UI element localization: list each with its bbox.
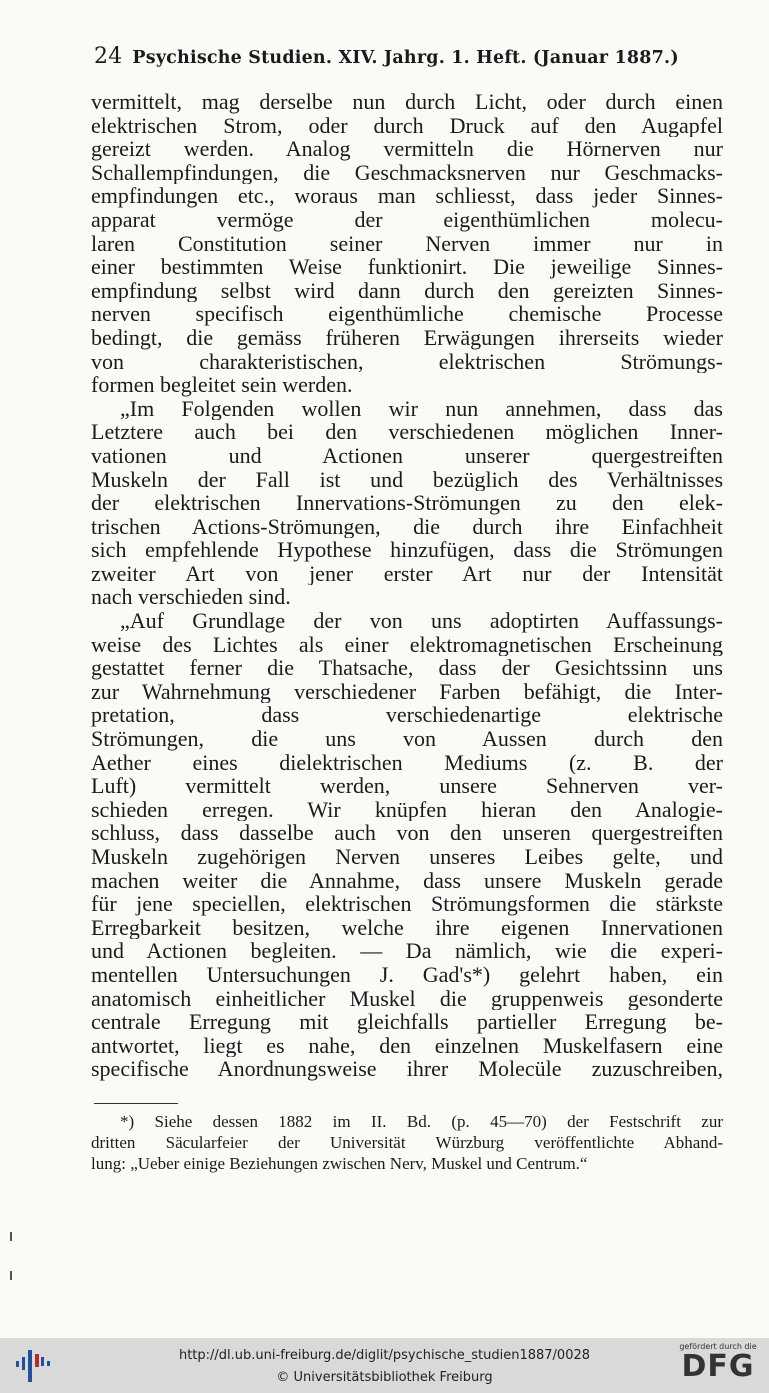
text-line: anatomisch einheitlicher Muskel die gruppenweis gesonderte — [91, 986, 723, 1011]
footnote-line: *) Siehe dessen 1882 im II. Bd. (p. 45—70) der Festschrift zur — [120, 1112, 723, 1131]
text-line: und Actionen begleiten. — Da nämlich, wie die experi- — [91, 939, 723, 963]
text-line: der elektrischen Innervations-Strömungen zu den elek- — [91, 491, 723, 515]
text-line: Strömungen, die uns von Aussen durch den — [91, 727, 723, 751]
text-line: empfindungen etc., woraus man schliesst, dass jeder Sinnes- — [91, 184, 723, 208]
text-line: mentellen Untersuchungen J. Gad's*) gelehrt haben, ein — [91, 962, 723, 987]
text-line: centrale Erregung mit gleichfalls partieller Erregung be- — [91, 1010, 723, 1034]
running-header — [94, 44, 704, 69]
text-line: formen begleitet sein werden. — [91, 373, 353, 397]
text-line: nerven specifisch eigenthümliche chemische Processe — [91, 302, 723, 326]
dfg-logo-text: DFG — [681, 1349, 755, 1384]
page-number: 24 — [94, 44, 123, 69]
text-line: „Auf Grundlage der von uns adoptirten Auffassungs- — [120, 609, 723, 633]
text-line: antwortet, liegt es nahe, den einzelnen Muskelfasern eine — [91, 1033, 723, 1058]
text-line: nach verschieden sind. — [91, 585, 291, 610]
footnote — [91, 1111, 723, 1174]
text-line: sich empfehlende Hypothese hinzufügen, dass die Strömungen — [91, 538, 723, 562]
viewer-footer — [0, 1338, 769, 1393]
copyright-notice: © Universitätsbibliothek Freiburg — [276, 1370, 493, 1385]
text-line: empfindung selbst wird dann durch den gereizten Sinnes- — [91, 278, 723, 303]
text-line: bedingt, die gemäss früheren Erwägungen ihrerseits wieder — [91, 325, 723, 350]
text-line: trischen Actions-Strömungen, die durch ihre Einfachheit — [91, 514, 723, 539]
text-line: vationen und Actionen unserer quergestreiften — [91, 443, 723, 468]
text-line: specifische Anordnungsweise ihrer Molecüle zuzuschreiben, — [91, 1057, 723, 1081]
text-line: einer bestimmten Weise funktionirt. Die jeweilige Sinnes- — [91, 255, 723, 279]
scan-artifact — [10, 1232, 12, 1241]
text-line: gestattet ferner die Thatsache, dass der Gesichtssinn uns — [91, 656, 723, 680]
text-line: vermittelt, mag derselbe nun durch Licht, oder durch einen — [91, 90, 723, 114]
text-line: schluss, dass dasselbe auch von den unseren quergestreiften — [91, 821, 723, 845]
text-line: Erregbarkeit besitzen, welche ihre eigenen Innervationen — [91, 915, 723, 940]
footnote-line: dritten Säcularfeier der Universität Würzburg veröffentlichte Abhand- — [91, 1133, 723, 1152]
text-line: weise des Lichtes als einer elektromagnetischen Erscheinung — [91, 632, 723, 657]
text-line: laren Constitution seiner Nerven immer nur in — [91, 231, 723, 256]
running-title: Psychische Studien. XIV. Jahrg. 1. Heft. (Januar 1887.) — [132, 48, 679, 68]
footnote-line: lung: „Ueber einige Beziehungen zwischen Nerv, Muskel und Centrum.“ — [91, 1154, 588, 1173]
text-line: „Im Folgenden wollen wir nun annehmen, dass das — [120, 396, 723, 421]
text-line: apparat vermöge der eigenthümlichen molecu- — [91, 207, 723, 232]
scan-artifact — [10, 1271, 12, 1280]
text-line: zweiter Art von jener erster Art nur der Intensität — [91, 561, 723, 586]
text-line: für jene speciellen, elektrischen Strömungsformen die stärkste — [91, 892, 723, 916]
text-line: Muskeln der Fall ist und bezüglich des Verhältnisses — [91, 467, 723, 492]
text-line: Muskeln zugehörigen Nerven unseres Leibes gelte, und — [91, 845, 723, 869]
text-line: pretation, dass verschiedenartige elektrische — [91, 703, 723, 728]
body-text — [91, 90, 723, 1081]
text-line: Letztere auch bei den verschiedenen möglichen Inner- — [91, 420, 723, 444]
text-line: gereizt werden. Analog vermitteln die Hörnerven nur — [91, 137, 723, 161]
text-line: machen weiter die Annahme, dass unsere Muskeln gerade — [91, 868, 723, 893]
text-line: elektrischen Strom, oder durch Druck auf den Augapfel — [91, 113, 723, 138]
footnote-rule — [94, 1103, 178, 1104]
text-line: Luft) vermittelt werden, unsere Sehnerven ver- — [91, 774, 723, 798]
text-line: schieden erregen. Wir knüpfen hieran den Analogie- — [91, 797, 723, 822]
text-line: von charakteristischen, elektrischen Strömungs- — [91, 349, 723, 374]
text-line: zur Wahrnehmung verschiedener Farben befähigt, die Inter- — [91, 679, 723, 704]
dfg-tagline: gefördert durch die — [679, 1342, 757, 1351]
text-line: Aether eines dielektrischen Mediums (z. B. der — [91, 750, 723, 775]
document-url[interactable]: http://dl.ub.uni-freiburg.de/diglit/psychische_studien1887/0028 — [178, 1348, 591, 1363]
dfg-logo — [672, 1342, 764, 1390]
text-line: Schallempfindungen, die Geschmacksnerven nur Geschmacks- — [91, 160, 723, 185]
